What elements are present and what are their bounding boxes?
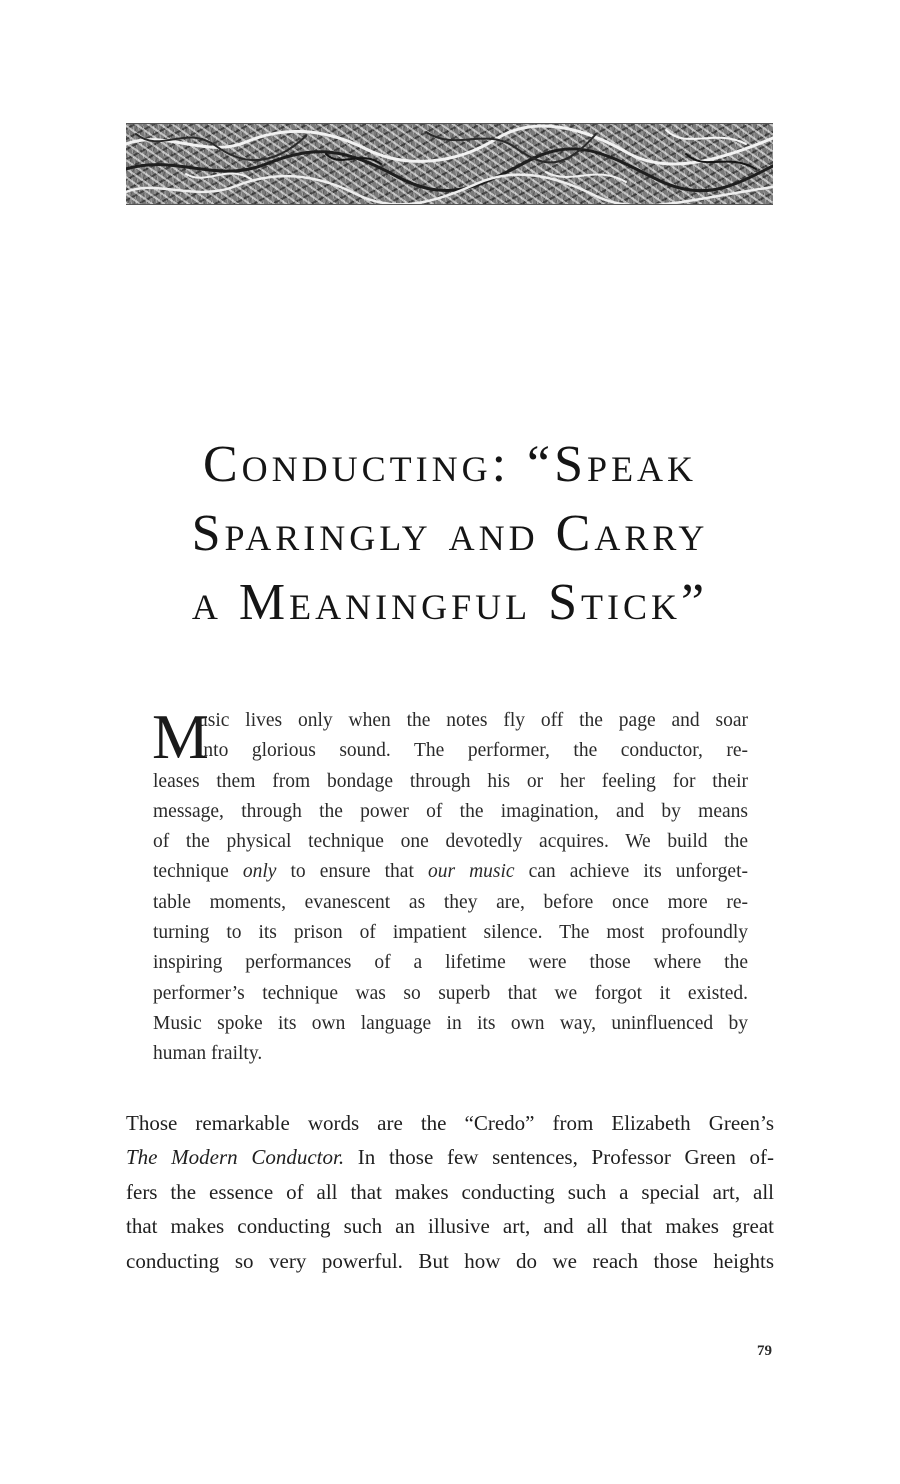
epigraph-text: technique <box>153 861 243 883</box>
epigraph-line: table moments, evanescent as they are, before once more re- <box>153 891 748 913</box>
body-line: fers the essence of all that makes conducting such a special art, all <box>126 1179 774 1204</box>
epigraph-text: to ensure that <box>276 861 428 883</box>
decorative-marbled-banner <box>126 123 773 205</box>
epigraph-line: human frailty. <box>153 1043 263 1065</box>
epigraph-line: message, through the power of the imagination, and by means <box>153 800 748 822</box>
chapter-title-line: Sparingly and Carry <box>191 505 709 562</box>
epigraph-line: turning to its prison of impatient silence. The most profoundly <box>153 922 748 944</box>
marble-pattern <box>126 124 773 204</box>
epigraph-quote <box>152 701 748 1070</box>
epigraph-italic-only: only <box>242 861 277 883</box>
body-line: Those remarkable words are the “Credo” from Elizabeth Green’s <box>126 1111 774 1135</box>
chapter-title-line: Conducting: “Speak <box>202 436 698 493</box>
epigraph-line: usic lives only when the notes fly off the page and soar <box>198 710 748 731</box>
body-line: conducting so very powerful. But how do we reach those heights <box>126 1248 774 1273</box>
epigraph-line: inspiring performances of a lifetime were those where the <box>153 952 748 974</box>
epigraph-line: into glorious sound. The performer, the conductor, re- <box>198 740 748 762</box>
chapter-title <box>110 430 790 637</box>
body-line <box>126 1140 774 1174</box>
body-line: that makes conducting such an illusive art, and all that makes great <box>126 1214 774 1239</box>
epigraph-line: Music spoke its own language in its own way, uninfluenced by <box>153 1012 748 1034</box>
epigraph-line: leases them from bondage through his or her feeling for their <box>153 770 748 792</box>
epigraph-italic-our-music: our music <box>427 861 515 883</box>
epigraph-line <box>153 857 748 887</box>
drop-cap: M <box>152 701 209 772</box>
page-number: 79 <box>757 1343 772 1359</box>
epigraph-line: performer’s technique was so superb that we forgot it existed. <box>153 982 748 1004</box>
body-paragraph <box>126 1106 774 1278</box>
epigraph-text: can achieve its unforget- <box>514 861 748 883</box>
chapter-title-line: a Meaningful Stick” <box>191 574 709 631</box>
book-title-italic: The Modern Conductor. <box>126 1145 345 1170</box>
body-text: In those few sentences, Professor Green of- <box>344 1145 774 1170</box>
epigraph-line: of the physical technique one devotedly acquires. We build the <box>153 831 748 853</box>
